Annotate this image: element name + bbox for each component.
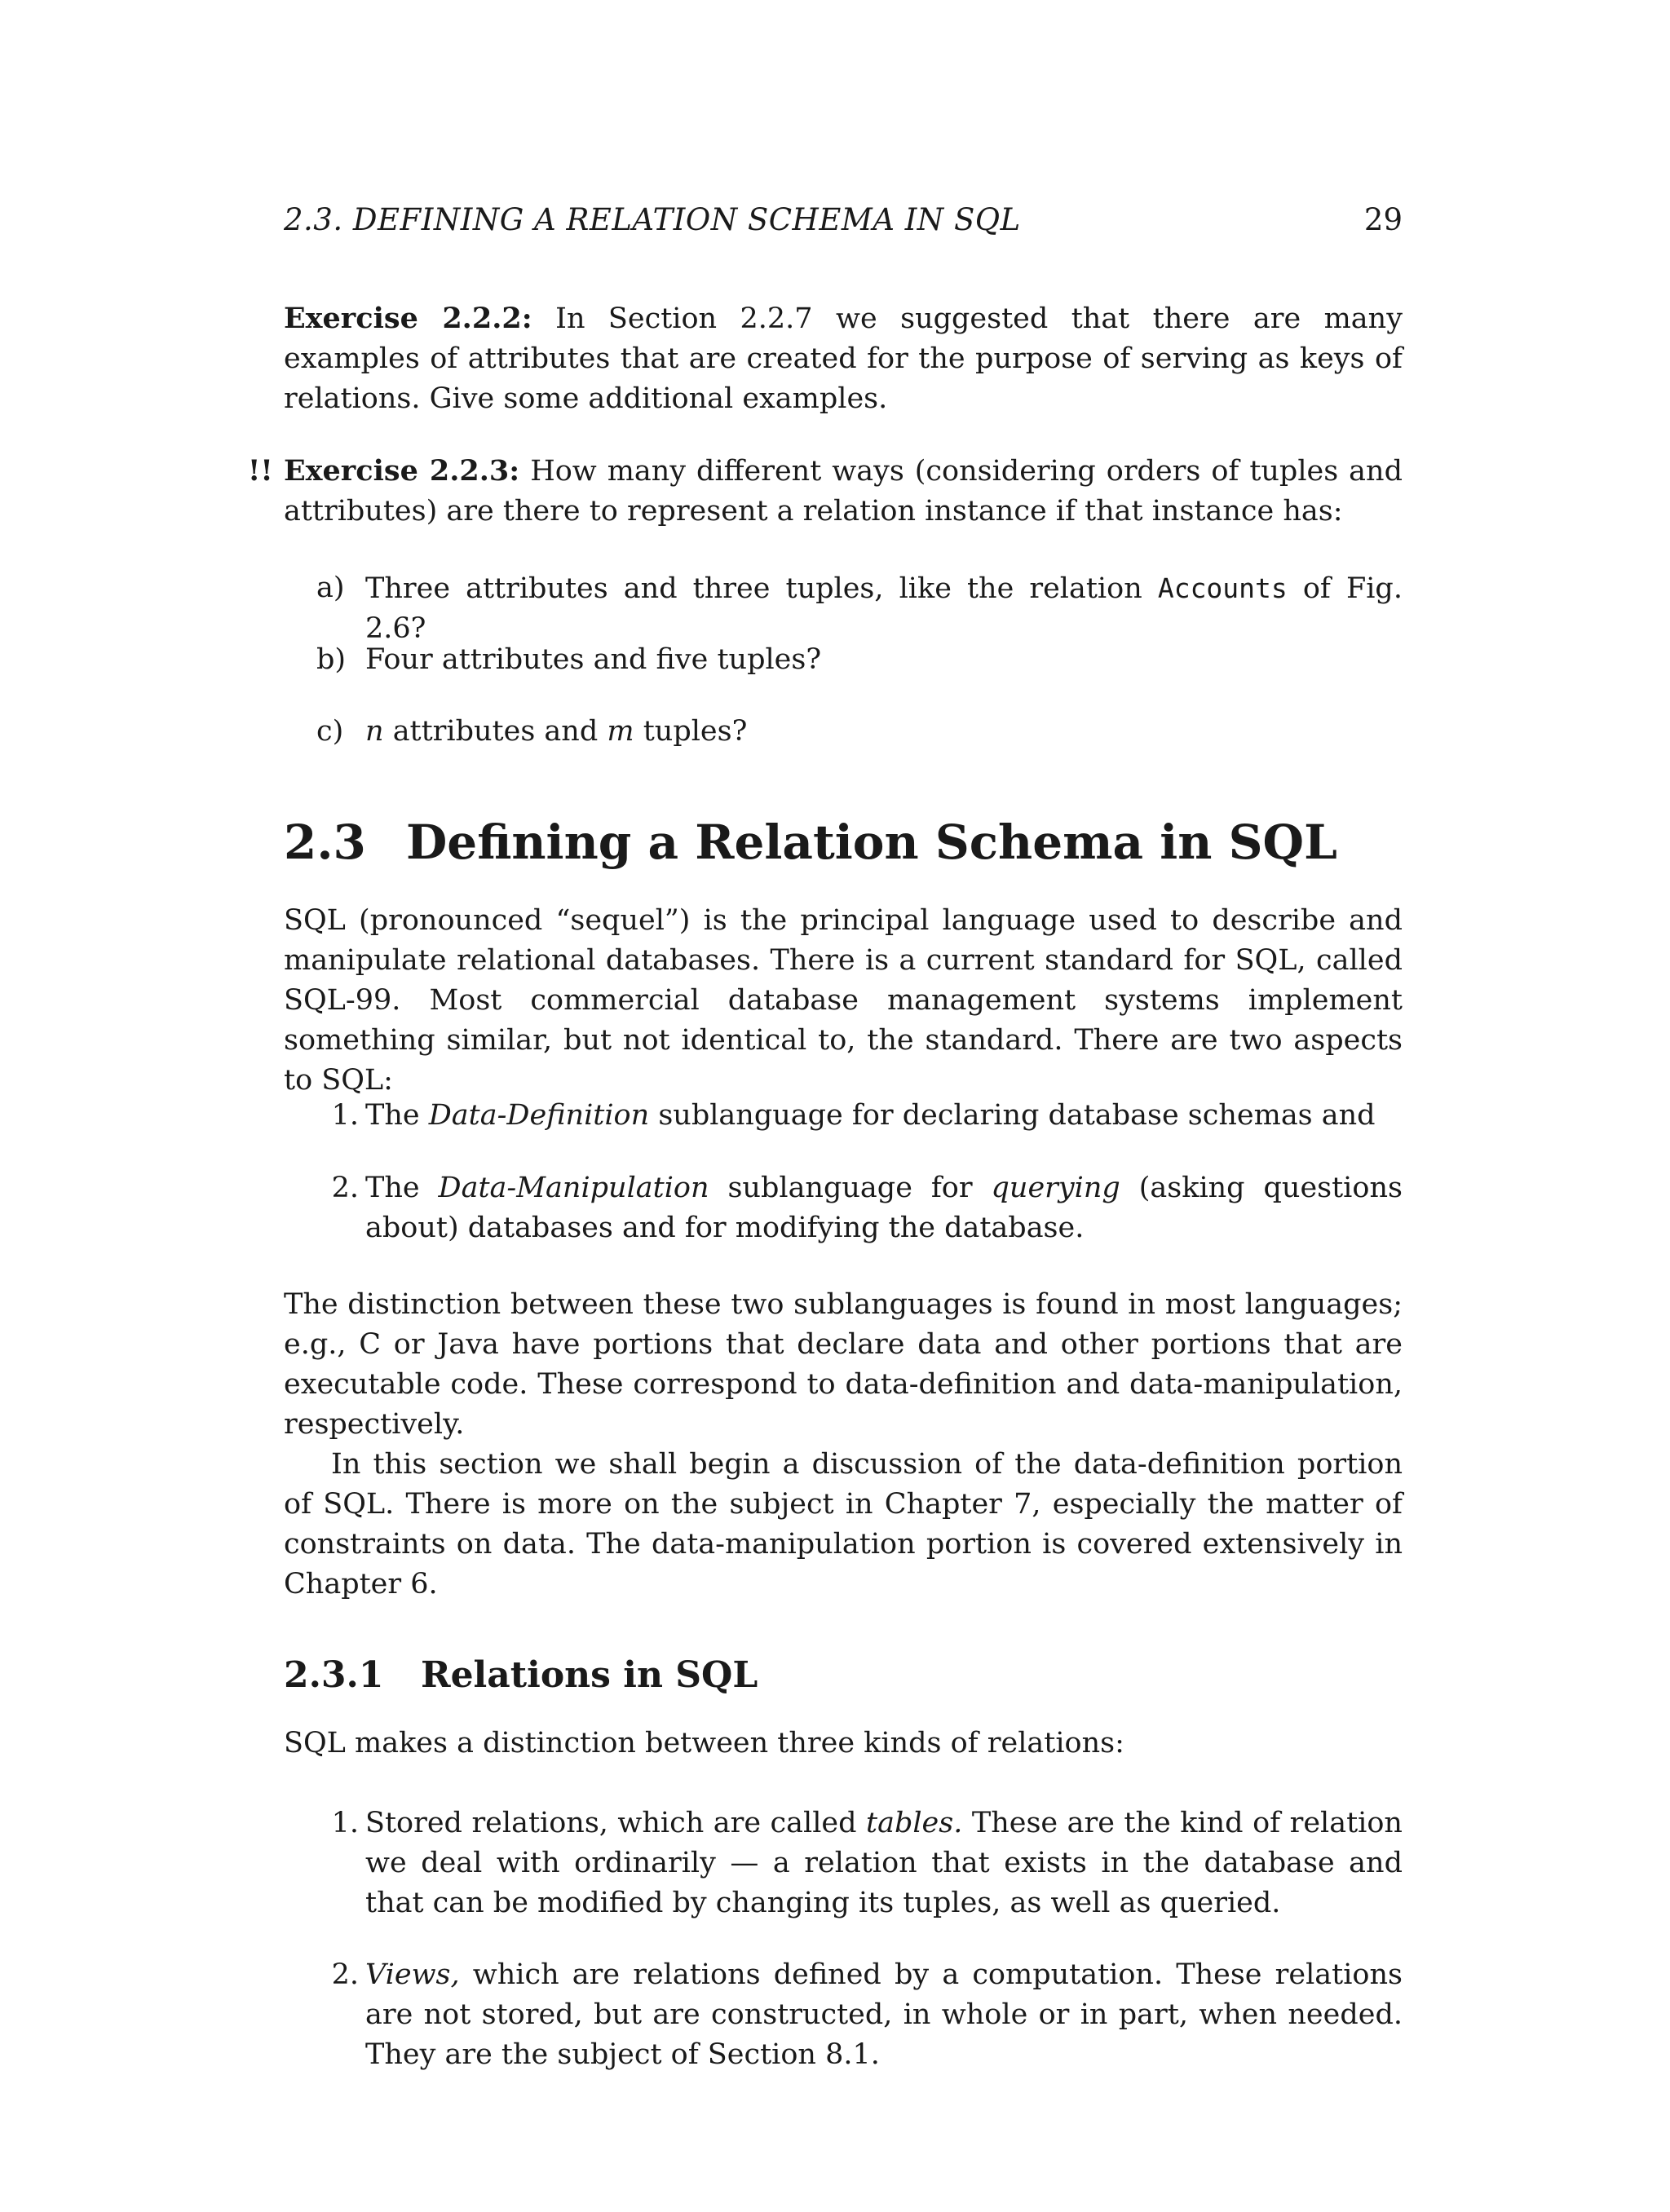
item-label: 2. bbox=[331, 1958, 359, 1991]
page-number: 29 bbox=[1363, 202, 1403, 237]
exercise-label: Exercise 2.2.2: bbox=[284, 302, 532, 335]
running-head bbox=[284, 202, 1403, 238]
subsection-intro: SQL makes a distinction between three kinds of relations: bbox=[284, 1727, 1124, 1759]
item-text: which are relations defined by a computation. These relations are not stored, but are constructed, in whole or in part, when needed. They are the subject of Section 8.1. bbox=[365, 1958, 1403, 2071]
item-label: 1. bbox=[331, 1099, 359, 1132]
item-text: These are the kind of relation we deal with ordinarily — a relation that exists in the database and that can be modified by changing its tuples, as well as queried. bbox=[365, 1807, 1403, 1919]
subsection-title: Relations in SQL bbox=[421, 1654, 758, 1696]
emphasized-term: Data-Definition bbox=[428, 1099, 650, 1132]
item-text: sublanguage for bbox=[727, 1172, 973, 1204]
math-variable: n bbox=[365, 715, 384, 748]
section-title: Defining a Relation Schema in SQL bbox=[406, 815, 1337, 870]
emphasized-term: tables. bbox=[866, 1807, 963, 1839]
item-text: The bbox=[365, 1099, 420, 1132]
difficulty-marker: !! bbox=[248, 454, 273, 488]
item-text: The bbox=[365, 1172, 420, 1204]
code-term: Accounts bbox=[1157, 572, 1288, 604]
body-paragraph: In this section we shall begin a discussion of the data-definition portion of SQL. There is more on the subject in Chapter 7, especially the matter of constraints on data. The data-manipulation portion is covered extensively in Chapter 6. bbox=[284, 1448, 1403, 1600]
item-label: c) bbox=[316, 715, 344, 748]
exercise-text: How many different ways (considering orders of tuples and attributes) are there to represent a relation instance if that instance has: bbox=[284, 455, 1403, 528]
book-page bbox=[248, 0, 1403, 2212]
list-item bbox=[331, 1096, 1403, 1136]
exercise-2-2-2 bbox=[284, 298, 1403, 419]
item-text: attributes and bbox=[392, 715, 599, 748]
item-text: (asking questions about) databases and for modifying the database. bbox=[365, 1172, 1403, 1244]
item-text: of Fig. 2.6? bbox=[365, 572, 1403, 645]
exercise-text: In Section 2.2.7 we suggested that there are many examples of attributes that are created for the purpose of serving as keys of relations. Give some additional examples. bbox=[284, 302, 1403, 415]
item-text: Stored relations, which are called bbox=[365, 1807, 857, 1839]
list-item bbox=[316, 640, 1403, 680]
list-item bbox=[331, 1804, 1403, 1923]
exercise-2-2-3 bbox=[248, 451, 1403, 532]
emphasized-term: Data-Manipulation bbox=[438, 1172, 709, 1204]
running-head-title: 2.3. DEFINING A RELATION SCHEMA IN SQL bbox=[284, 202, 1021, 237]
subsection-heading bbox=[284, 1653, 758, 1698]
item-text: tuples? bbox=[643, 715, 748, 748]
item-text: Four attributes and five tuples? bbox=[365, 643, 822, 676]
item-label: 2. bbox=[331, 1172, 359, 1204]
item-text: sublanguage for declaring database schemas and bbox=[658, 1099, 1376, 1132]
item-label: a) bbox=[316, 572, 345, 604]
emphasized-term: querying bbox=[991, 1172, 1120, 1204]
item-label: b) bbox=[316, 643, 347, 676]
math-variable: m bbox=[607, 715, 634, 748]
item-text: Three attributes and three tuples, like the relation bbox=[365, 572, 1142, 605]
list-item bbox=[316, 712, 1403, 752]
section-number: 2.3 bbox=[284, 815, 366, 870]
section-intro-paragraph: SQL (pronounced “sequel”) is the principal language used to describe and manipulate relational databases. There is a current standard for SQL, called SQL-99. Most commercial database management systems implement something similar, but not identical to, the standard. There are two aspects to SQL: bbox=[284, 904, 1403, 1097]
section-heading bbox=[284, 814, 1337, 871]
list-item bbox=[331, 1168, 1403, 1248]
body-paragraph: The distinction between these two sublanguages is found in most languages; e.g., C or Java have portions that declare data and other portions that are executable code. These correspond to data-definition and data-manipulation, respectively. bbox=[284, 1288, 1403, 1441]
emphasized-term: Views, bbox=[365, 1958, 460, 1991]
exercise-label: Exercise 2.2.3: bbox=[284, 454, 520, 488]
item-label: 1. bbox=[331, 1807, 359, 1839]
list-item bbox=[316, 568, 1403, 649]
list-item bbox=[331, 1955, 1403, 2075]
subsection-number: 2.3.1 bbox=[284, 1654, 384, 1696]
